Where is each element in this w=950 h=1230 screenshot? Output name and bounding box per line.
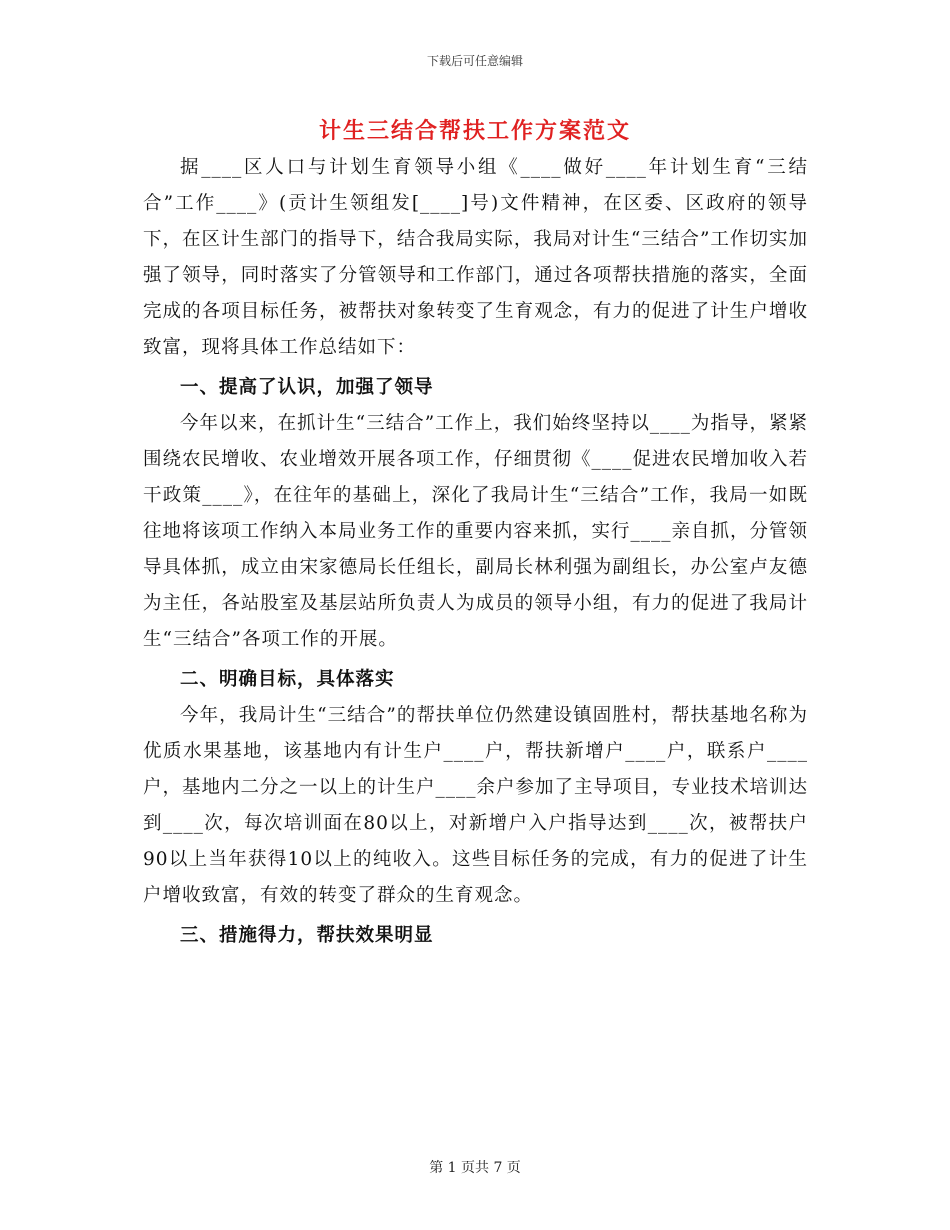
section-3-heading: 三、措施得力，帮扶效果明显 (180, 925, 434, 946)
document-title: 计生三结合帮扶工作方案范文 (318, 118, 631, 144)
section-2-heading: 二、明确目标，具体落实 (180, 669, 395, 690)
intro-paragraph: 据____区人口与计划生育领导小组《____做好____年计划生育“三结合”工作____》(贡计生领组发[____]号)文件精神，在区委、区政府的领导下，在区计生部门的指导下，结合我局实际，我局对计生“三结合”工作切实加强了领导，同时落实了分管领导和工作部门，通过各项帮扶措施的落实，全面完成的各项目标任务，被帮扶对象转变了生育观念，有力的促进了计生户增收致富，现将具体工作总结如下： (143, 157, 808, 358)
section-2-paragraph: 今年，我局计生“三结合”的帮扶单位仍然建设镇固胜村，帮扶基地名称为优质水果基地，该基地内有计生户____户，帮扶新增户____户，联系户____户，基地内二分之一以上的计生户____余户参加了主导项目，专业技术培训达到____次，每次培训面在80以上，对新增户入户指导达到____次，被帮扶户90以上当年获得10以上的纯收入。这些目标任务的完成，有力的促进了计生户增收致富，有效的转变了群众的生育观念。 (143, 705, 809, 906)
header-note: 下载后可任意编辑 (426, 54, 523, 68)
page-footer: 第 1 页共 7 页 (429, 1160, 521, 1176)
section-1-paragraph: 今年以来，在抓计生“三结合”工作上，我们始终坚持以____为指导，紧紧围绕农民增收、农业增效开展各项工作，仔细贯彻《____促进农民增加收入若干政策____》，在往年的基础上，深化了我局计生“三结合”工作，我局一如既往地将该项工作纳入本局业务工作的重要内容来抓，实行____亲自抓，分管领导具体抓，成立由宋家德局长任组长，副局长林利强为副组长，办公室卢友德为主任，各站股室及基层站所负责人为成员的领导小组，有力的促进了我局计生“三结合”各项工作的开展。 (143, 413, 809, 650)
document-body (143, 150, 808, 954)
section-1-heading: 一、提高了认识，加强了领导 (180, 377, 434, 398)
